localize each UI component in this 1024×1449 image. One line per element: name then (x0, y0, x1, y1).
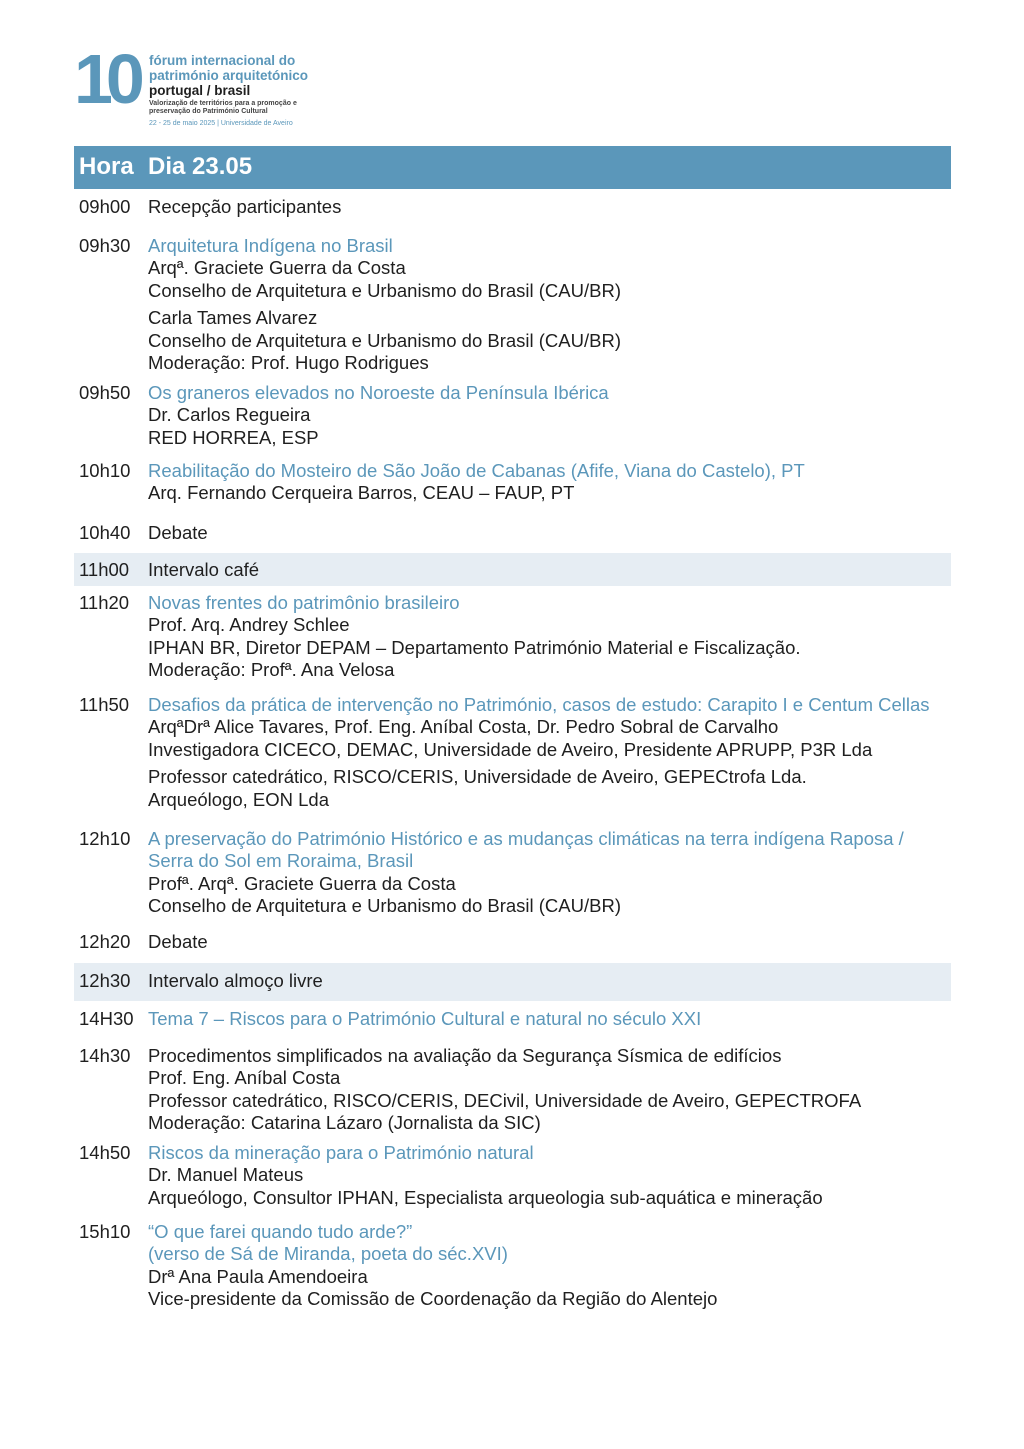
row-line: Moderação: Prof. Hugo Rodrigues (148, 352, 429, 374)
row-time: 12h20 (79, 931, 131, 952)
schedule-row-break (74, 553, 951, 586)
row-time: 09h00 (79, 196, 131, 217)
row-line: Dr. Carlos Regueira (148, 404, 311, 426)
row-time: 14h30 (79, 1045, 131, 1066)
row-time: 14h50 (79, 1142, 131, 1163)
row-content (148, 970, 948, 992)
row-time: 10h10 (79, 460, 131, 481)
row-title: Arquitetura Indígena no Brasil (148, 235, 393, 256)
row-content (148, 559, 948, 581)
row-title: Novas frentes do patrimônio brasileiro (148, 592, 460, 613)
row-line: Professor catedrático, RISCO/CERIS, Universidade de Aveiro, GEPECtrofa Lda. (148, 766, 807, 788)
row-time: 09h30 (79, 235, 131, 256)
logo-date: 22 - 25 de maio 2025 | Universidade de Aveiro (149, 120, 293, 127)
row-line: Debate (148, 522, 208, 543)
row-line: Conselho de Arquitetura e Urbanismo do Brasil (CAU/BR) (148, 895, 621, 917)
row-content (148, 694, 948, 811)
schedule-row-break (74, 963, 951, 1001)
row-title: Riscos da mineração para o Património natural (148, 1142, 534, 1163)
row-line: Professor catedrático, RISCO/CERIS, DECivil, Universidade de Aveiro, GEPECTROFA (148, 1089, 862, 1111)
row-content (148, 931, 948, 953)
row-line: IPHAN BR, Diretor DEPAM – Departamento Património Material e Fiscalização. (148, 636, 801, 658)
row-line: Investigadora CICECO, DEMAC, Universidade de Aveiro, Presidente APRUPP, P3R Lda (148, 738, 873, 760)
row-title: Os graneros elevados no Noroeste da Península Ibérica (148, 382, 609, 403)
schedule-row (74, 196, 951, 220)
row-line: Procedimentos simplificados na avaliação da Segurança Sísmica de edifícios (148, 1045, 782, 1066)
row-line: Carla Tames Alvarez (148, 307, 318, 329)
row-line: Debate (148, 931, 208, 952)
row-line: Vice-presidente da Comissão de Coordenação da Região do Alentejo (148, 1288, 718, 1310)
logo-line-3: portugal / brasil (149, 83, 251, 98)
logo-subtitle-1: Valorização de territórios para a promoção e (149, 100, 297, 107)
row-content (148, 522, 948, 544)
row-content (148, 1008, 948, 1030)
row-line: Moderação: Catarina Lázaro (Jornalista da SIC) (148, 1112, 541, 1134)
row-line: Arqueólogo, EON Lda (148, 788, 330, 810)
logo-number: 10 (74, 40, 138, 118)
row-time: 12h10 (79, 828, 131, 849)
row-line: ArqªDrª Alice Tavares, Prof. Eng. Aníbal Costa, Dr. Pedro Sobral de Carvalho (148, 716, 779, 738)
row-line: Arqª. Graciete Guerra da Costa (148, 257, 406, 279)
logo-line-1: fórum internacional do (149, 53, 296, 68)
row-line: Moderação: Profª. Ana Velosa (148, 659, 395, 681)
row-time: 15h10 (79, 1221, 131, 1242)
row-line: Conselho de Arquitetura e Urbanismo do Brasil (CAU/BR) (148, 329, 621, 351)
row-time: 11h50 (79, 694, 130, 715)
row-line: Intervalo almoço livre (148, 970, 323, 991)
row-line: Prof. Eng. Aníbal Costa (148, 1067, 341, 1089)
logo-line-2: património arquitetónico (149, 68, 309, 83)
header-hora: Hora (79, 153, 134, 180)
row-content (148, 1221, 948, 1311)
row-line: Profª. Arqª. Graciete Guerra da Costa (148, 872, 456, 894)
row-title: Tema 7 – Riscos para o Património Cultural e natural no século XXI (148, 1008, 702, 1029)
logo-text-block (149, 53, 308, 128)
schedule-header (74, 146, 951, 189)
row-line: Drª Ana Paula Amendoeira (148, 1265, 368, 1287)
row-line: RED HORREA, ESP (148, 426, 319, 448)
row-line: Prof. Arq. Andrey Schlee (148, 614, 350, 636)
row-title: Reabilitação do Mosteiro de São João de Cabanas (Afife, Viana do Castelo), PT (148, 460, 805, 481)
row-content (148, 196, 948, 218)
row-title: Desafios da prática de intervenção no Património, casos de estudo: Carapito I e Centum Cellas (148, 694, 930, 715)
row-time: 09h50 (79, 382, 131, 403)
logo-subtitle-2: preservação do Património Cultural (149, 108, 268, 115)
row-line: Intervalo café (148, 559, 260, 580)
row-time: 10h40 (79, 522, 131, 543)
row-line: Recepção participantes (148, 196, 342, 217)
row-content (148, 592, 948, 682)
row-time: 11h20 (79, 592, 130, 613)
row-line: Dr. Manuel Mateus (148, 1164, 304, 1186)
row-time: 11h00 (79, 559, 130, 580)
row-content (148, 828, 948, 918)
row-content (148, 460, 948, 505)
row-time: 12h30 (79, 970, 131, 991)
row-content (148, 382, 948, 449)
row-line: Arq. Fernando Cerqueira Barros, CEAU – FAUP, PT (148, 482, 575, 504)
row-title: “O que farei quando tudo arde?” (148, 1221, 413, 1242)
row-title-verse: (verso de Sá de Miranda, poeta do séc.XVI) (148, 1243, 508, 1265)
row-title: A preservação do Património Histórico e as mudanças climáticas na terra indígena Raposa / Serra do Sol em Roraima, Brasil (148, 828, 904, 872)
forum-logo (74, 40, 374, 140)
row-content (148, 1142, 948, 1209)
header-day: Dia 23.05 (148, 153, 253, 180)
row-time: 14H30 (79, 1008, 134, 1029)
row-content (148, 235, 948, 374)
row-content (148, 1045, 948, 1135)
row-line: Conselho de Arquitetura e Urbanismo do Brasil (CAU/BR) (148, 279, 621, 301)
row-line: Arqueólogo, Consultor IPHAN, Especialista arqueologia sub-aquática e mineração (148, 1186, 823, 1208)
